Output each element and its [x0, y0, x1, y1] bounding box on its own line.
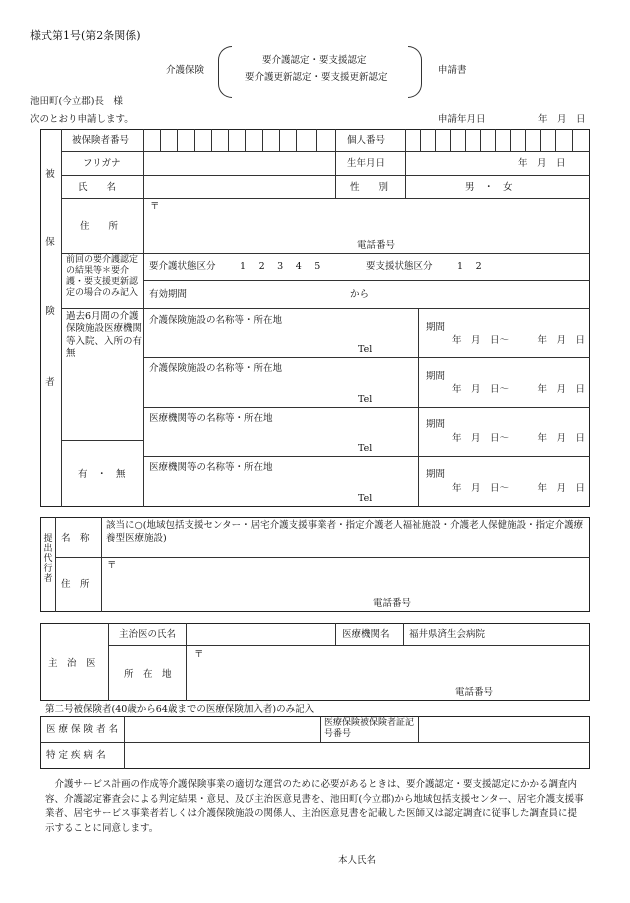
address-label: 住 所: [80, 221, 119, 232]
insurance-card-label: 医療保険被保険者証記号番号: [324, 718, 415, 739]
insured-side-1: 被: [45, 169, 55, 180]
addressee: 池田町(今立郡)長 様: [30, 96, 123, 107]
signature-label: 本人氏名: [338, 855, 377, 866]
facility-1-range: 年 月 日～ 年 月 日: [452, 335, 586, 346]
header-option-1: 要介護認定・要支援認定: [262, 55, 367, 66]
address-phone-label: 電話番号: [357, 240, 396, 251]
doctor-phone-label: 電話番号: [455, 687, 494, 698]
doctor-side-label: 主 治 医: [48, 658, 96, 669]
insured-side-2: 保: [45, 237, 55, 248]
facility-2-period: 期間: [426, 371, 446, 382]
support-level-label: 要支援状態区分: [366, 261, 433, 272]
doctor-institution-value: 福井県済生会病院: [409, 629, 486, 640]
facility-3-tel: Tel: [358, 443, 373, 454]
intro: 次のとおり申請します。: [30, 114, 134, 125]
support-levels[interactable]: 1 2: [457, 261, 482, 272]
validity-from: から: [350, 289, 370, 300]
facility-1-label: 介護保険施設の名称等・所在地: [149, 315, 283, 326]
facility-2-label: 介護保険施設の名称等・所在地: [149, 363, 283, 374]
facility-2-range: 年 月 日～ 年 月 日: [452, 384, 586, 395]
application-date-label: 申請年月日: [438, 114, 486, 125]
doctor-institution-label: 医療機関名: [342, 629, 390, 640]
name-label: 氏 名: [78, 182, 117, 193]
birth-date-ymd: 年 月 日: [518, 158, 566, 169]
agent-address-label: 住 所: [61, 579, 90, 590]
birth-date-label: 生年月日: [347, 158, 386, 169]
form-number: 様式第1号(第2条関係): [30, 29, 141, 42]
application-date-ymd: 年 月 日: [538, 114, 586, 125]
insured-side-4: 者: [45, 377, 55, 388]
care-levels[interactable]: 1 2 3 4 5: [240, 261, 321, 272]
right-paren: [408, 46, 422, 98]
facility-2-tel: Tel: [358, 394, 373, 405]
header-left: 介護保険: [166, 65, 205, 76]
facility-4-tel: Tel: [358, 493, 373, 504]
insurer-name-label: 医 療 保 険 者 名: [46, 724, 119, 735]
yes-no-options[interactable]: 有 ・ 無: [78, 469, 126, 480]
facility-3-label: 医療機関等の名称等・所在地: [149, 413, 273, 424]
facility-4-label: 医療機関等の名称等・所在地: [149, 462, 273, 473]
header-right: 申請書: [438, 65, 467, 76]
facility-3-period: 期間: [426, 419, 446, 430]
sex-options[interactable]: 男 ・ 女: [465, 182, 513, 193]
personal-number-label: 個人番号: [347, 135, 386, 146]
consent-text: 介護サービス計画の作成等介護保険事業の適切な運営のために必要があるときは、要介護認定・要支援認定にかかる調査内容、介護認定審査会による判定結果・意見、及び主治医意見書を、池田町(今立郡)から地域包括支援センター、居宅介護支援事業者、居宅サービス事業者若しくは介護保険施設の関係人、主治医意見書を記載した医師又は認定調査に従事した調査員に提示することに同意します。: [45, 779, 584, 835]
agent-phone-label: 電話番号: [373, 598, 412, 609]
facility-4-period: 期間: [426, 469, 446, 480]
furigana-label: フリガナ: [83, 158, 121, 169]
left-paren: [218, 46, 232, 98]
previous-result-label: 前回の要介護認定の結果等＊要介護・要支援更新認定の場合のみ記入: [66, 255, 139, 298]
insured-number-label: 被保険者番号: [72, 135, 130, 146]
facility-4-range: 年 月 日～ 年 月 日: [452, 483, 586, 494]
agent-name-label: 名 称: [61, 533, 90, 544]
agent-postal: 〒: [107, 560, 117, 571]
insured-side-3: 険: [45, 306, 55, 317]
care-level-label: 要介護状態区分: [149, 261, 216, 272]
doctor-postal: 〒: [194, 649, 204, 660]
facility-history-label: 過去6月間の介護保険施設医療機関等入院、入所の有無: [66, 311, 143, 360]
doctor-address-label: 所 在 地: [124, 669, 172, 680]
doctor-name-label: 主治医の氏名: [119, 629, 177, 640]
validity-label: 有効期間: [149, 289, 188, 300]
facility-1-period: 期間: [426, 322, 446, 333]
facility-3-range: 年 月 日～ 年 月 日: [452, 433, 586, 444]
second-insured-heading: 第二号被保険者(40歳から64歳までの医療保険加入者)のみ記入: [45, 704, 315, 715]
agent-side-label: 提出代行者: [43, 534, 53, 584]
facility-1-tel: Tel: [358, 344, 373, 355]
specific-disease-label: 特 定 疾 病 名: [46, 750, 106, 761]
agent-name-note: 該当に○(地域包括支援センター・居宅介護支援事業者・指定介護老人福祉施設・介護老人保健施設・指定介護療養型医療施設): [106, 520, 584, 544]
sex-label: 性 別: [350, 182, 389, 193]
header-option-2: 要介護更新認定・要支援更新認定: [245, 72, 388, 83]
address-postal: 〒: [150, 201, 160, 212]
